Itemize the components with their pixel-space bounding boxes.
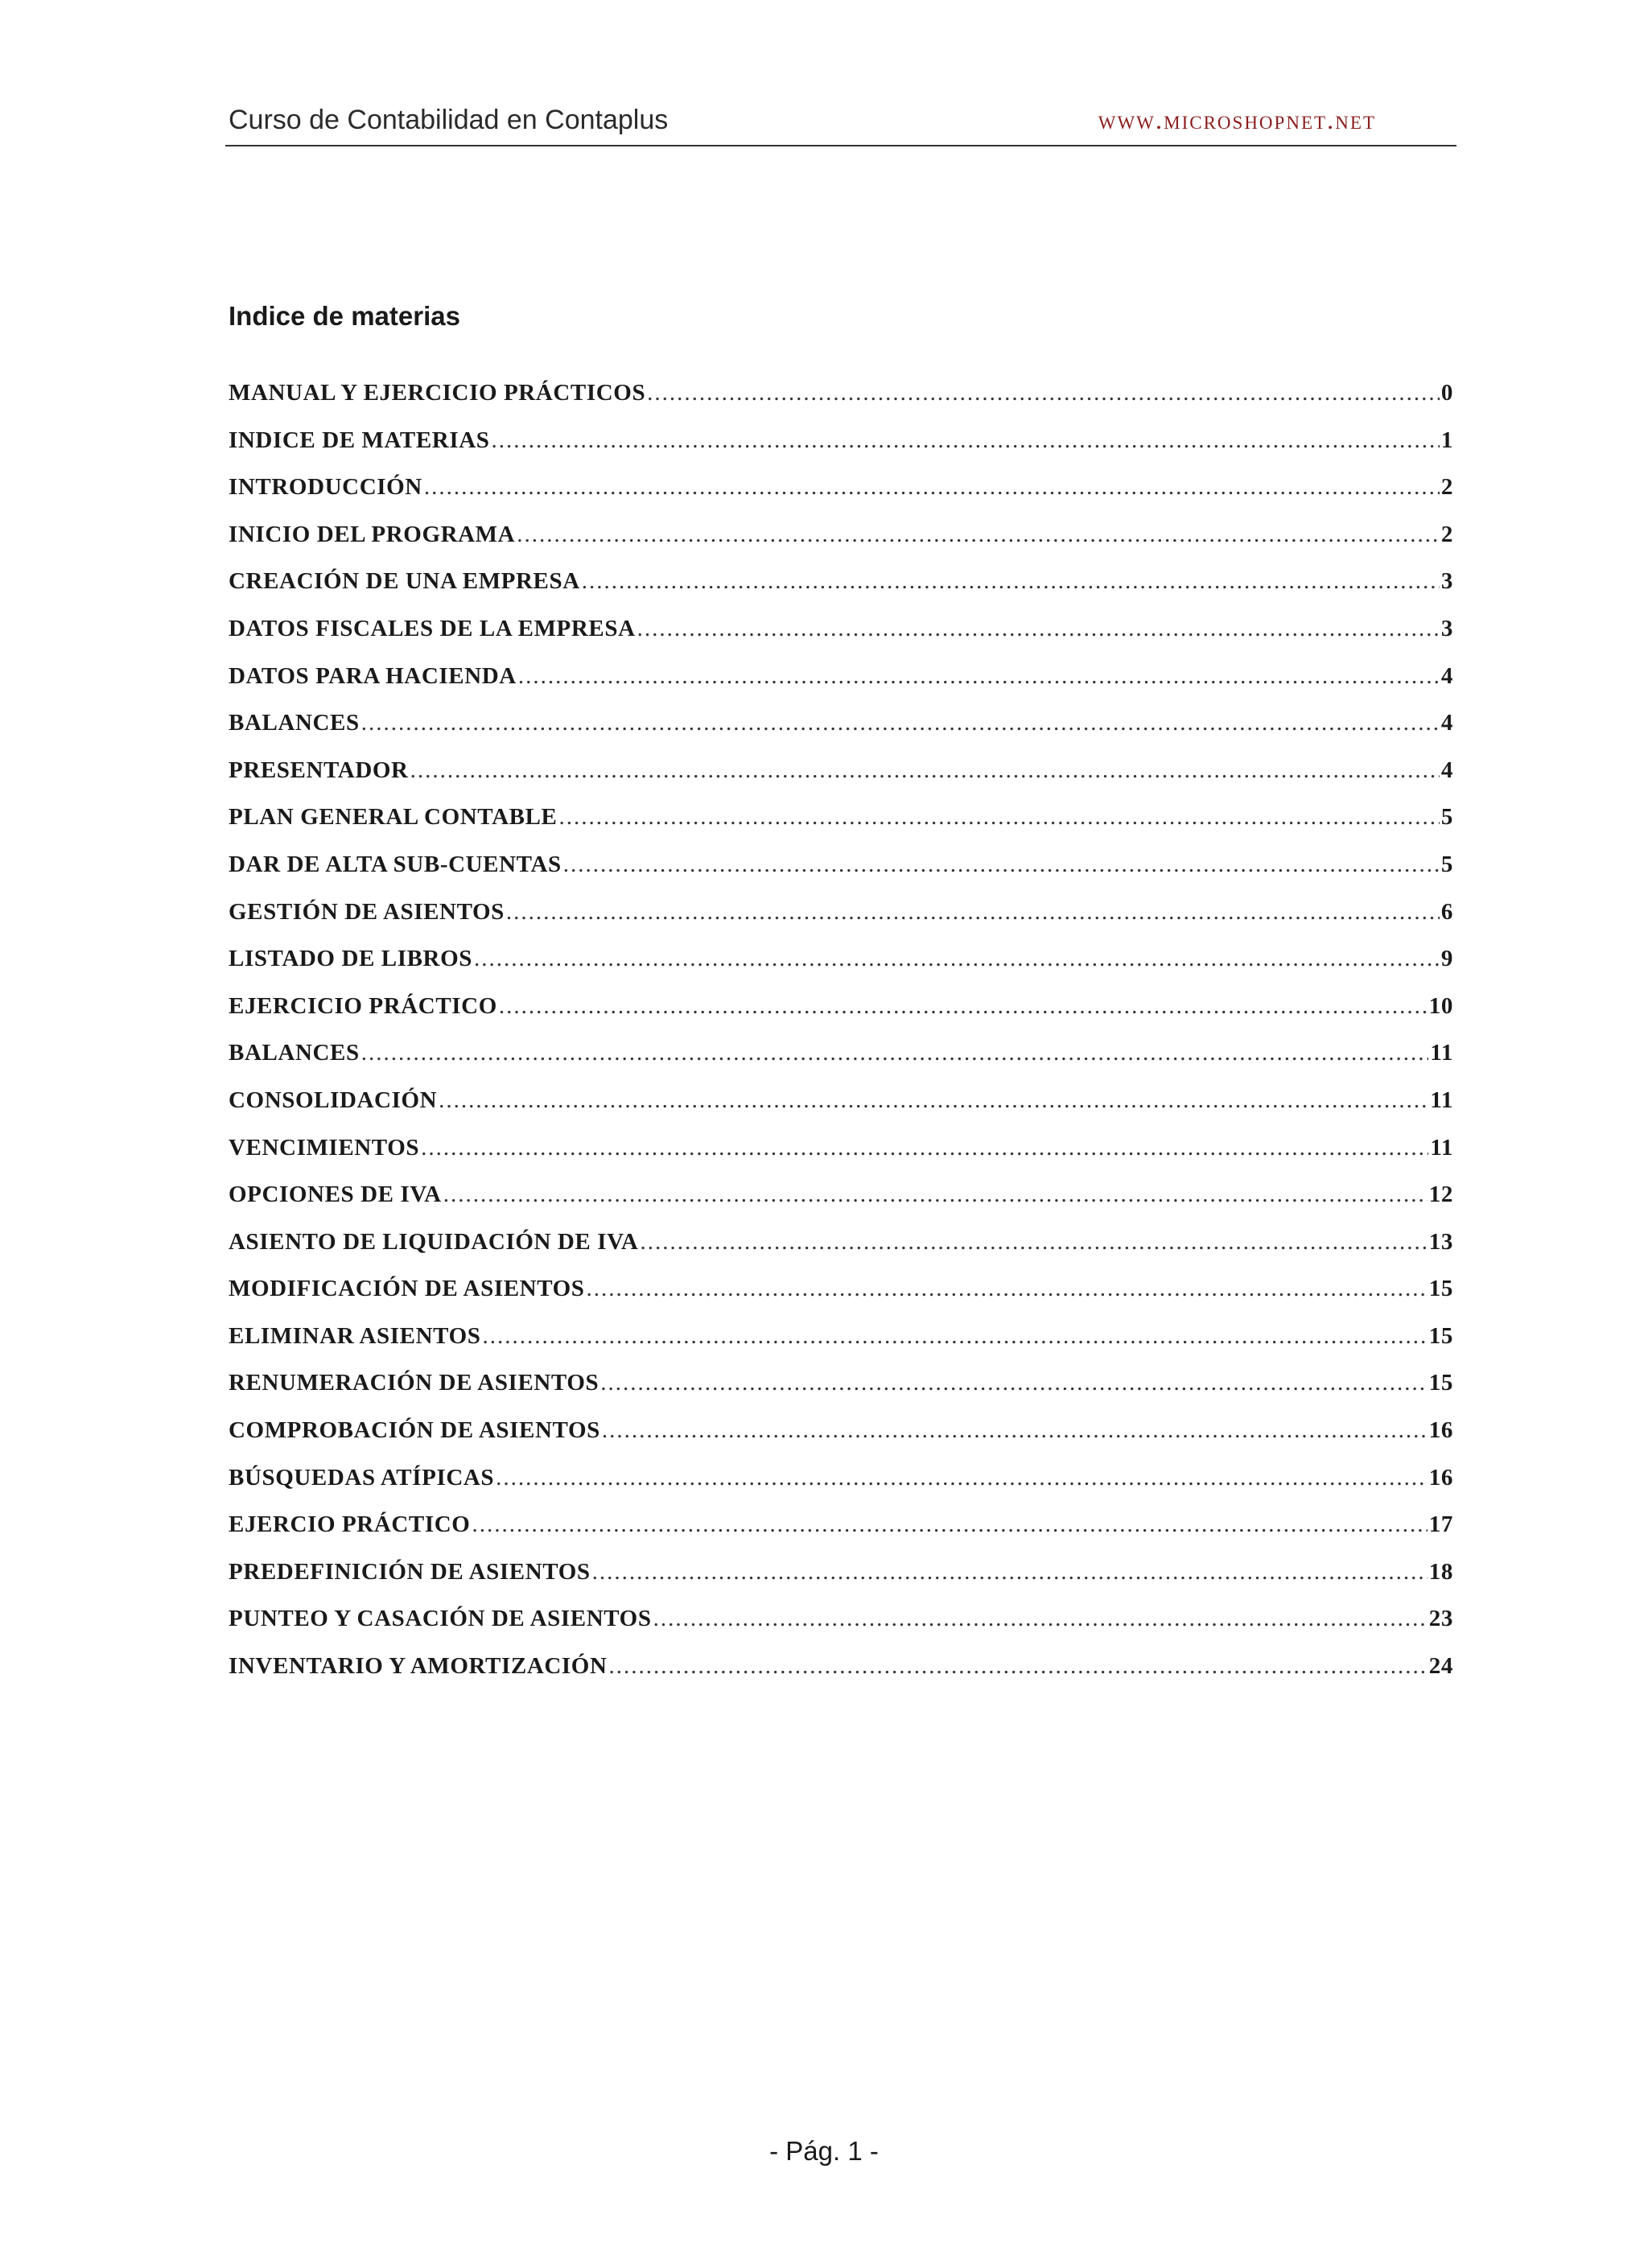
- toc-entry-label: CONSOLIDACIÓN: [229, 1087, 438, 1113]
- toc-entry-label: LISTADO DE LIBROS: [229, 946, 472, 972]
- toc-dot-leader: [592, 1559, 1428, 1586]
- toc-entry-label: INICIO DEL PROGRAMA: [229, 521, 516, 547]
- toc-entry-label: BALANCES: [229, 710, 360, 736]
- toc-entry[interactable]: [229, 1229, 1453, 1276]
- toc-entry-label: EJERCIO PRÁCTICO: [229, 1511, 471, 1538]
- toc-entry-page: 6: [1440, 898, 1453, 925]
- toc-entry-label: MANUAL Y EJERCICIO PRÁCTICOS: [229, 380, 646, 406]
- toc-dot-leader: [558, 804, 1439, 831]
- toc-entry-page: 9: [1440, 946, 1453, 972]
- toc-entry[interactable]: [229, 616, 1453, 663]
- toc-entry-page: 15: [1428, 1276, 1453, 1302]
- toc-entry-label: PREDEFINICIÓN DE ASIENTOS: [229, 1558, 591, 1585]
- toc-entry-page: 16: [1428, 1464, 1453, 1491]
- table-of-contents: [229, 380, 1453, 1701]
- header-title: Curso de Contabilidad en Contaplus: [229, 105, 669, 135]
- toc-entry-label: EJERCICIO PRÁCTICO: [229, 992, 497, 1019]
- toc-dot-leader: [439, 1087, 1428, 1114]
- toc-entry[interactable]: [229, 993, 1453, 1041]
- page-header: [225, 105, 1456, 146]
- toc-dot-leader: [424, 474, 1440, 501]
- toc-dot-leader: [582, 568, 1440, 595]
- toc-entry[interactable]: [229, 1559, 1453, 1606]
- toc-entry-label: COMPROBACIÓN DE ASIENTOS: [229, 1417, 600, 1444]
- toc-entry[interactable]: [229, 804, 1453, 852]
- toc-entry-label: DATOS PARA HACIENDA: [229, 662, 517, 689]
- toc-dot-leader: [518, 663, 1440, 690]
- toc-dot-leader: [506, 899, 1440, 926]
- toc-entry-page: 11: [1430, 1134, 1453, 1161]
- toc-entry-label: INTRODUCCIÓN: [229, 474, 422, 501]
- toc-entry-page: 5: [1440, 851, 1453, 877]
- toc-entry[interactable]: [229, 899, 1453, 946]
- toc-entry[interactable]: [229, 1511, 1453, 1559]
- toc-dot-leader: [421, 1135, 1428, 1161]
- toc-heading: Indice de materias: [229, 301, 460, 331]
- toc-entry-label: DATOS FISCALES DE LA EMPRESA: [229, 615, 636, 641]
- toc-entry-page: 13: [1428, 1228, 1453, 1255]
- toc-entry-label: VENCIMIENTOS: [229, 1134, 420, 1161]
- toc-entry-page: 2: [1440, 521, 1453, 547]
- toc-entry[interactable]: [229, 663, 1453, 711]
- toc-entry-page: 17: [1428, 1511, 1453, 1538]
- toc-entry-label: PRESENTADOR: [229, 757, 409, 783]
- toc-entry-page: 15: [1428, 1322, 1453, 1349]
- toc-dot-leader: [361, 1040, 1429, 1066]
- toc-entry-label: CREACIÓN DE UNA EMPRESA: [229, 568, 580, 595]
- toc-entry[interactable]: [229, 1606, 1453, 1653]
- toc-entry-label: OPCIONES DE IVA: [229, 1181, 442, 1208]
- toc-dot-leader: [587, 1276, 1428, 1302]
- toc-entry-page: 11: [1430, 1040, 1453, 1066]
- toc-entry-page: 4: [1440, 662, 1453, 689]
- toc-entry-page: 5: [1440, 804, 1453, 831]
- toc-entry[interactable]: [229, 1135, 1453, 1182]
- toc-entry-label: PUNTEO Y CASACIÓN DE ASIENTOS: [229, 1606, 652, 1632]
- toc-entry-label: BÚSQUEDAS ATÍPICAS: [229, 1464, 495, 1491]
- toc-entry[interactable]: [229, 1276, 1453, 1323]
- toc-entry-label: PLAN GENERAL CONTABLE: [229, 804, 558, 831]
- toc-dot-leader: [496, 1465, 1428, 1491]
- toc-entry-page: 3: [1440, 615, 1453, 641]
- toc-entry-label: ELIMINAR ASIENTOS: [229, 1322, 481, 1349]
- toc-entry[interactable]: [229, 1181, 1453, 1229]
- toc-dot-leader: [474, 946, 1440, 972]
- toc-dot-leader: [609, 1653, 1428, 1680]
- toc-entry[interactable]: [229, 474, 1453, 522]
- toc-dot-leader: [499, 993, 1428, 1020]
- toc-entry[interactable]: [229, 852, 1453, 899]
- toc-entry-page: 10: [1428, 992, 1453, 1019]
- toc-entry-page: 11: [1430, 1087, 1453, 1113]
- toc-dot-leader: [517, 522, 1440, 548]
- toc-entry-page: 4: [1440, 710, 1453, 736]
- toc-entry-page: 24: [1428, 1653, 1453, 1680]
- toc-entry[interactable]: [229, 1323, 1453, 1371]
- toc-dot-leader: [472, 1511, 1427, 1538]
- toc-entry-label: INVENTARIO Y AMORTIZACIÓN: [229, 1653, 608, 1680]
- toc-entry-page: 12: [1428, 1181, 1453, 1208]
- toc-entry[interactable]: [229, 1653, 1453, 1701]
- toc-entry-page: 3: [1440, 568, 1453, 595]
- toc-entry-page: 18: [1428, 1558, 1453, 1585]
- page-number-footer: - Pág. 1 -: [769, 2136, 879, 2166]
- toc-dot-leader: [443, 1181, 1428, 1208]
- toc-entry[interactable]: [229, 522, 1453, 569]
- toc-entry[interactable]: [229, 1087, 1453, 1135]
- toc-entry-page: 0: [1440, 380, 1453, 406]
- toc-dot-leader: [647, 380, 1440, 406]
- toc-dot-leader: [653, 1606, 1428, 1632]
- header-url-link[interactable]: www.microshopnet.net: [1098, 106, 1376, 135]
- toc-dot-leader: [491, 427, 1439, 454]
- toc-entry-page: 15: [1428, 1370, 1453, 1396]
- toc-entry[interactable]: [229, 380, 1453, 427]
- toc-entry-label: MODIFICACIÓN DE ASIENTOS: [229, 1276, 585, 1302]
- toc-dot-leader: [602, 1417, 1428, 1444]
- toc-entry[interactable]: [229, 1370, 1453, 1417]
- toc-dot-leader: [637, 616, 1440, 642]
- toc-entry-page: 23: [1428, 1606, 1453, 1632]
- toc-entry-label: GESTIÓN DE ASIENTOS: [229, 898, 505, 925]
- toc-entry-label: BALANCES: [229, 1040, 360, 1066]
- toc-entry[interactable]: [229, 427, 1453, 475]
- toc-entry[interactable]: [229, 1040, 1453, 1087]
- toc-dot-leader: [361, 710, 1440, 736]
- toc-entry-page: 4: [1440, 757, 1453, 783]
- toc-dot-leader: [410, 757, 1440, 784]
- toc-dot-leader: [482, 1323, 1427, 1350]
- toc-entry-page: 1: [1440, 427, 1453, 453]
- toc-entry[interactable]: [229, 1465, 1453, 1512]
- toc-entry-label: RENUMERACIÓN DE ASIENTOS: [229, 1370, 599, 1396]
- toc-entry[interactable]: [229, 946, 1453, 993]
- toc-dot-leader: [640, 1229, 1427, 1256]
- toc-entry-label: INDICE DE MATERIAS: [229, 427, 490, 453]
- toc-entry[interactable]: [229, 757, 1453, 805]
- toc-entry-label: ASIENTO DE LIQUIDACIÓN DE IVA: [229, 1228, 639, 1255]
- toc-entry[interactable]: [229, 1417, 1453, 1465]
- toc-entry[interactable]: [229, 568, 1453, 616]
- toc-dot-leader: [600, 1370, 1428, 1396]
- toc-entry-label: DAR DE ALTA SUB-CUENTAS: [229, 851, 562, 877]
- toc-entry[interactable]: [229, 710, 1453, 757]
- toc-dot-leader: [563, 852, 1440, 878]
- toc-entry-page: 2: [1440, 474, 1453, 501]
- toc-entry-page: 16: [1428, 1417, 1453, 1444]
